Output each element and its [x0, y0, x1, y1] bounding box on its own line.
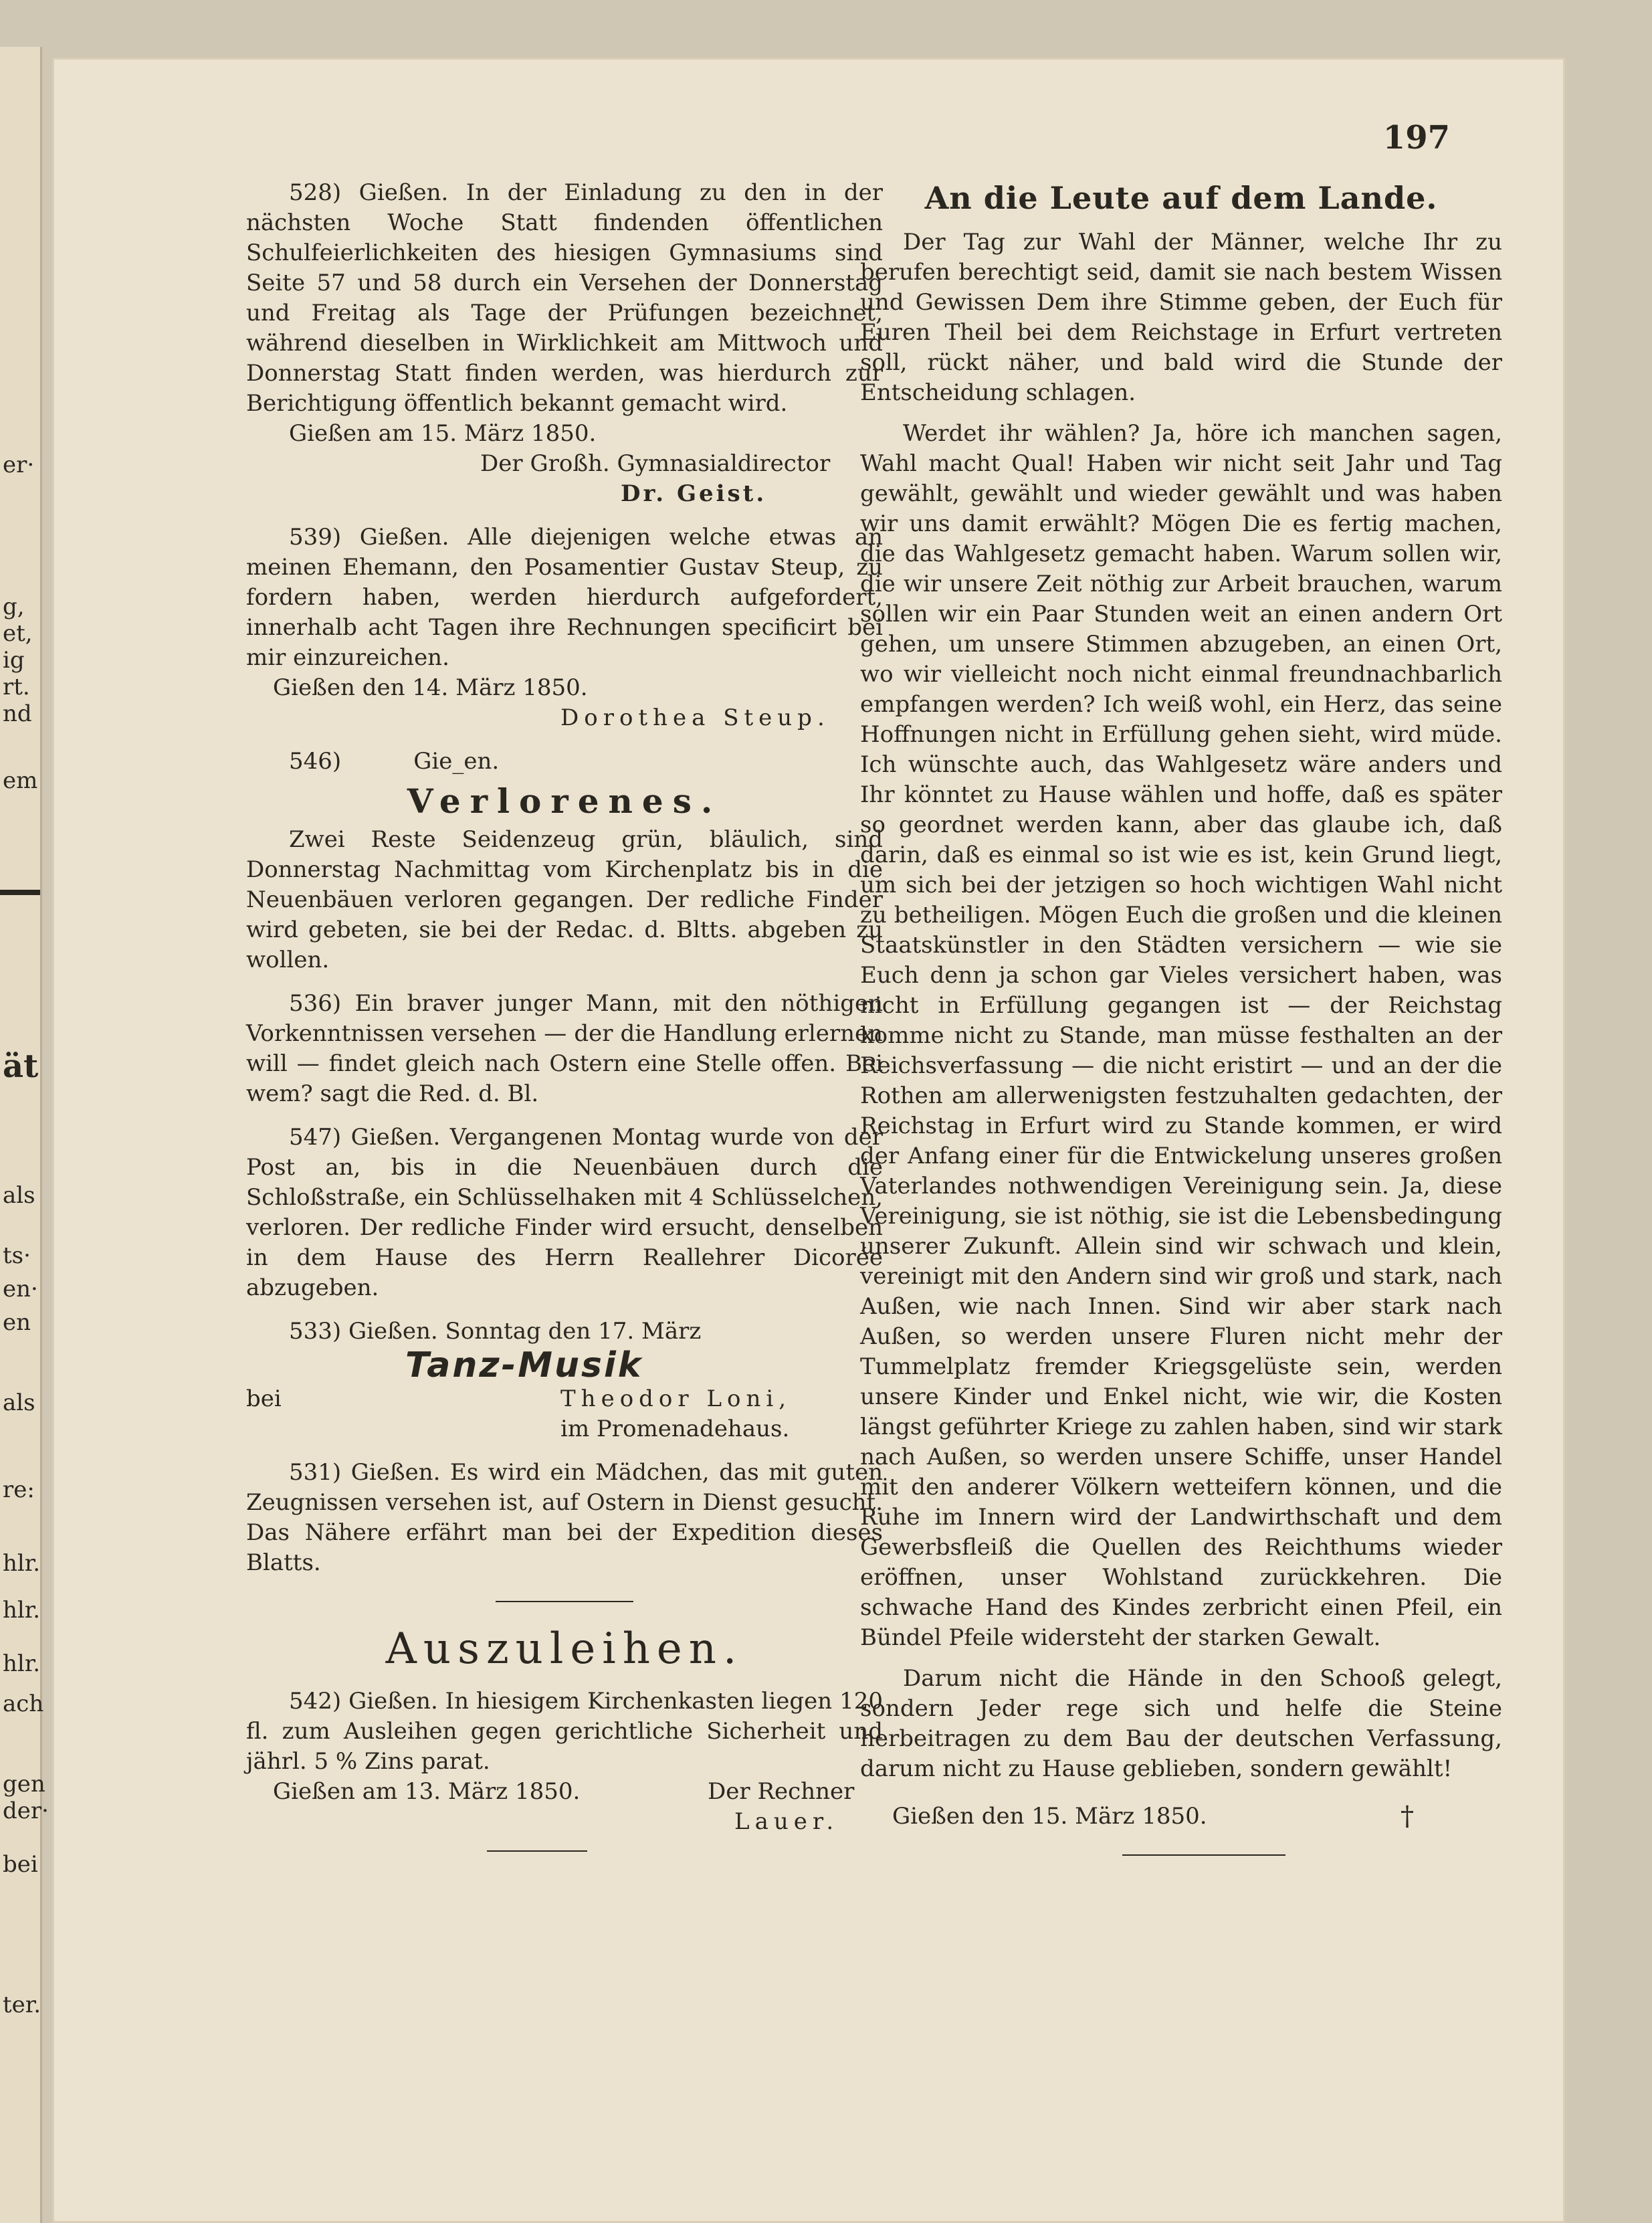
section-divider — [496, 1601, 633, 1602]
notice-bei: bei — [246, 1385, 282, 1412]
prev-page-fragment: als — [3, 1182, 35, 1209]
prev-page-fragment: ts· — [3, 1242, 31, 1269]
notice-547 — [246, 1123, 883, 1303]
prev-page-fragment: hlr. — [3, 1597, 41, 1624]
prev-page-fragment: en — [3, 1309, 31, 1336]
notice-542 — [246, 1686, 883, 1837]
prev-page-fragment: ig — [3, 647, 25, 674]
notice-text: 528) Gießen. In der Einladung zu den in der nächsten Woche Statt findenden öffentlichen Schulfeierlichkeiten des hiesigen Gymnasiums sind Seite 57 und 58 durch ein Versehen der Donnerstag und Freitag als Tage der Prüfungen bezeichnet, während dieselben in Wirklichkeit am Mittwoch und Donnerstag Statt finden werden, was hierdurch zur Berichtigung öffentlich bekannt gemacht wird. — [246, 179, 883, 417]
prev-page-fragment: gen — [3, 1771, 45, 1798]
prev-page-fragment: ach — [3, 1690, 44, 1717]
prev-page-fragment: der· — [3, 1798, 49, 1824]
article-title: An die Leute auf dem Lande. — [924, 180, 1438, 216]
notice-signature: Der Großh. Gymnasialdirector — [480, 450, 831, 477]
prev-page-fragment: re: — [3, 1476, 35, 1503]
notice-footer-line — [246, 1777, 883, 1807]
notice-text: 539) Gießen. Alle diejenigen welche etwas an meinen Ehemann, den Posamentier Gustav Steup, zu fordern haben, werden hierdurch aufgefordert, innerhalb acht Tagen ihre Rechnungen specificirt bei mir einzureichen. — [246, 524, 883, 671]
notice-text: 531) Gießen. Es wird ein Mädchen, das mit guten Zeugnissen versehen ist, auf Ostern in Dienst gesucht. Das Nähere erfährt man bei der Expedition dieses Blatts. — [246, 1459, 883, 1576]
article-paragraph: Der Tag zur Wahl der Männer, welche Ihr zu berufen berechtigt seid, damit sie nach bestem Wissen und Gewissen Dem ihre Stimme geben, der Euch für Euren Theil bei dem Reichstage in Erfurt vertreten soll, rückt näher, und bald wird die Stunde der Entscheidung schlagen. — [860, 229, 1502, 406]
notice-text: 536) Ein braver junger Mann, mit den nöthigen Vorkenntnissen versehen — der die Handlung erlernen will — findet gleich nach Ostern eine Stelle offen. Bei wem? sagt die Red. d. Bl. — [246, 990, 883, 1107]
notice-text: Zwei Reste Seidenzeug grün, bläulich, sind Donnerstag Nachmittag vom Kirchenplatz bis in die Neuenbäuen verloren gegangen. Der redliche Finder wird gebeten, sie bei der Redac. d. Bltts. abgeben zu wollen. — [246, 826, 883, 973]
newspaper-page — [52, 58, 1565, 2223]
notice-title: Verlorenes. — [407, 781, 722, 821]
article-date: Gießen den 15. März 1850. — [892, 1803, 1207, 1830]
notice-signature-name: Dr. Geist. — [621, 480, 767, 507]
notice-heading: 533) Gießen. Sonntag den 17. März — [289, 1318, 702, 1345]
notice-host: Theodor Loni, — [560, 1385, 792, 1412]
notice-heading: 546) Gie_en. — [289, 748, 500, 775]
prev-page-rule — [0, 890, 40, 895]
section-divider — [487, 1850, 587, 1852]
prev-page-fragment: hlr. — [3, 1550, 41, 1577]
article-footer — [860, 1802, 1502, 1832]
prev-page-fragment: en· — [3, 1276, 38, 1302]
article-author-mark: † — [1401, 1801, 1414, 1832]
notice-date: Gießen am 13. März 1850. — [273, 1778, 581, 1805]
notice-signature: Dorothea Steup. — [560, 704, 830, 731]
article-paragraph: Darum nicht die Hände in den Schooß gelegt, sondern Jeder rege sich und helfe die Steine herbeitragen zu dem Bau der deutschen Verfassung, darum nicht zu Hause geblieben, sondern gewählt! — [860, 1665, 1502, 1782]
notice-546 — [246, 747, 883, 975]
notice-text: 542) Gießen. In hiesigem Kirchenkasten liegen 120 fl. zum Ausleihen gegen gerichtliche Sicherheit und jährl. 5 % Zins parat. — [246, 1688, 883, 1775]
notice-date: Gießen am 15. März 1850. — [289, 420, 597, 447]
notice-signature: Der Rechner — [708, 1778, 855, 1805]
prev-page-fragment: g, — [3, 593, 25, 620]
prev-page-fragment: ät — [3, 1048, 39, 1085]
notice-528 — [246, 178, 883, 509]
prev-page-fragment: et, — [3, 620, 33, 647]
page-number: 197 — [1382, 119, 1450, 157]
right-column — [860, 178, 1502, 1856]
prev-page-fragment: als — [3, 1389, 35, 1416]
prev-page-fragment: er· — [3, 452, 35, 478]
notice-531 — [246, 1458, 883, 1578]
notice-539 — [246, 522, 883, 733]
notice-536 — [246, 989, 883, 1109]
notice-venue-line — [246, 1384, 883, 1414]
notice-533 — [246, 1317, 883, 1444]
notice-signature-name: Lauer. — [734, 1808, 839, 1835]
prev-page-fragment: hlr. — [3, 1650, 41, 1677]
prev-page-fragment: em — [3, 767, 38, 794]
article-paragraph: Werdet ihr wählen? Ja, höre ich manchen sagen, Wahl macht Qual! Haben wir nicht seit Jahr und Tag gewählt, gewählt und wieder gewählt und was haben wir uns damit erwählt? Mögen Die es fertig machen, die das Wahlgesetz gemacht haben. Warum sollen wir, die wir unsere Zeit nöthig zur Arbeit brauchen, warum sollen wir ein Paar Stunden weit an einen andern Ort gehen, um unsere Stimmen abzugeben, an einen Ort, wo wir vielleicht noch nicht einmal freundnachbarlich empfangen werden? Ich weiß wohl, ein Herz, das seine Hoffnungen nicht in Erfüllung gehen sieht, wird müde. Ich wünschte auch, das Wahlgesetz wäre anders und Ihr könntet zu Hause wählen und hoffe, daß es später so geordnet werden kann, aber das glaube ich, daß darin, daß es einmal so ist wie es ist, kein Grund liegt, um sich bei der jetzigen so hoch wichtigen Wahl nicht zu betheiligen. Mögen Euch die großen und die kleinen Staatskünstler in den Städten versichern — wie sie Euch denn ja schon gar Vieles versichert haben, was nicht in Erfüllung gegangen ist — der Reichstag komme nicht zu Stande, man müsse festhalten an der Reichsverfassung — die nicht eristirt — und an der die Rothen am allerwenigsten festzuhalten gedachten, der Reichstag in Erfurt wird zu Stande kommen, er wird der Anfang einer für die Entwickelung unseres großen Vaterlandes nothwendigen Vereinigung sein. Ja, diese Vereinigung, sie ist nöthig, sie ist die Lebensbedingung unserer Zukunft. Allein sind wir schwach und klein, vereinigt mit den Andern sind wir groß und stark, nach Außen, wie nach Innen. Sind wir aber stark nach Außen, so werden unsere Fluren nicht mehr der Tummelplatz fremder Kriegsgelüste sein, werden unsere Kinder und Enkel nicht, wie wir, die Kosten längst geführter Kriege zu zahlen haben, sind wir stark nach Außen, so werden unsere Schiffe, unser Handel mit den anderer Völkern wetteifern können, und die Ruhe im Innern wird der Landwirthschaft und dem Gewerbsfleiß die Quellen des Reichthums wieder eröffnen, unser Wohlstand zurückkehren. Die schwache Hand des Kindes zerbricht einen Pfeil, ein Bündel Pfeile widersteht der starken Gewalt. — [860, 420, 1502, 1651]
previous-page-edge — [0, 47, 49, 2223]
notice-date: Gießen den 14. März 1850. — [273, 674, 588, 701]
notice-text: 547) Gießen. Vergangenen Montag wurde von der Post an, bis in die Neuenbäuen durch die Schloßstraße, ein Schlüsselhaken mit 4 Schlüsselchen, verloren. Der redliche Finder wird ersucht, denselben in dem Hause des Herrn Reallehrer Dicorée abzugeben. — [246, 1124, 883, 1301]
notice-title: Tanz-Musik — [405, 1345, 643, 1385]
prev-page-fragment: bei — [3, 1851, 38, 1878]
section-title: Auszuleihen. — [385, 1624, 744, 1674]
left-column — [246, 178, 883, 1852]
article-end-divider — [1122, 1854, 1285, 1856]
prev-page-fragment: ter. — [3, 1992, 41, 2018]
notice-place: im Promenadehaus. — [560, 1416, 790, 1442]
prev-page-fragment: rt. — [3, 674, 30, 700]
prev-page-fragment: nd — [3, 700, 32, 727]
